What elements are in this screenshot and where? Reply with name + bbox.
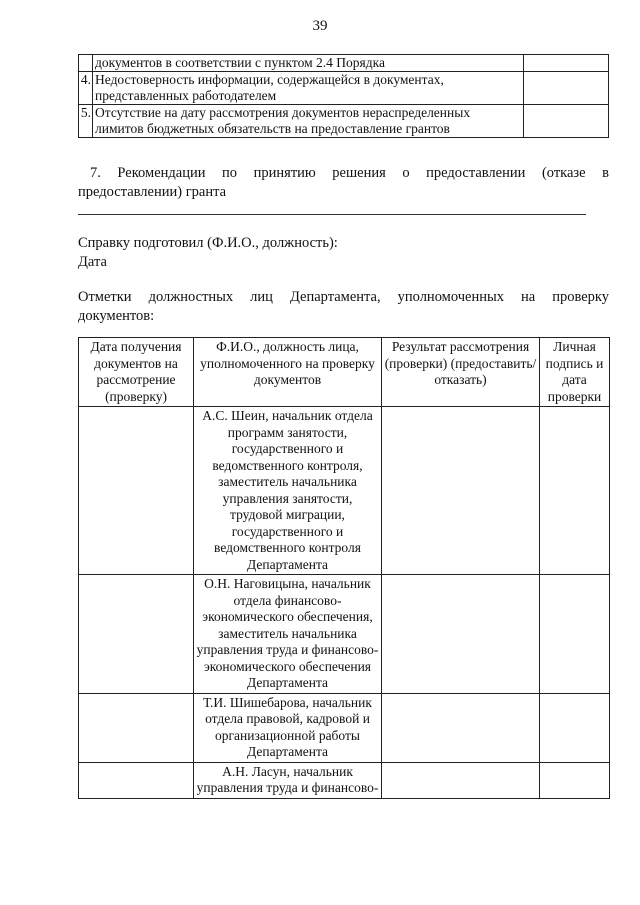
criterion-text: документов в соответствии с пунктом 2.4 Порядка — [93, 55, 524, 72]
officials-marks-heading — [78, 288, 609, 326]
signature-line — [78, 214, 586, 215]
result-cell — [382, 693, 540, 762]
date-cell — [79, 762, 194, 798]
column-header-result: Результат рассмотрения (проверки) (предоставить/отказать) — [382, 338, 540, 407]
marks-line-2: документов: — [78, 308, 155, 324]
table-header-row — [79, 338, 610, 407]
criterion-result-cell — [524, 55, 609, 72]
signature-cell — [540, 575, 610, 694]
result-cell — [382, 575, 540, 694]
row-number: 5. — [79, 105, 93, 138]
official-cell: А.Н. Ласун, начальник управления труда и финансово- — [194, 762, 382, 798]
section-7-line-2: предоставлении) гранта — [78, 184, 227, 200]
table-row — [79, 72, 609, 105]
prepared-by-block — [78, 234, 338, 272]
table-row — [79, 407, 610, 575]
date-cell — [79, 693, 194, 762]
row-number: 4. — [79, 72, 93, 105]
date-cell — [79, 575, 194, 694]
table-row — [79, 105, 609, 138]
criteria-table — [78, 54, 609, 138]
signature-cell — [540, 407, 610, 575]
table-row — [79, 575, 610, 694]
column-header-date: Дата получения документов на рассмотрение (проверку) — [79, 338, 194, 407]
official-cell: Т.И. Шишебарова, начальник отдела правовой, кадровой и организационной работы Департамента — [194, 693, 382, 762]
criterion-result-cell — [524, 105, 609, 138]
table-row — [79, 762, 610, 798]
criterion-text: Недостоверность информации, содержащейся в документах, представленных работодателем — [93, 72, 524, 105]
marks-line-1: Отметки должностных лиц Департамента, уполномоченных на проверку — [78, 289, 609, 305]
section-7-line-1: 7. Рекомендации по принятию решения о предоставлении (отказе в — [90, 165, 609, 181]
officials-table — [78, 337, 610, 799]
table-row — [79, 693, 610, 762]
signature-cell — [540, 762, 610, 798]
column-header-signature: Личная подпись и дата проверки — [540, 338, 610, 407]
table-row — [79, 55, 609, 72]
criterion-result-cell — [524, 72, 609, 105]
signature-cell — [540, 693, 610, 762]
column-header-name: Ф.И.О., должность лица, уполномоченного на проверку документов — [194, 338, 382, 407]
result-cell — [382, 762, 540, 798]
official-cell: О.Н. Наговицына, начальник отдела финансово-экономического обеспечения, заместитель начальника управления труда и финансово-экономического обеспечения Департамента — [194, 575, 382, 694]
date-cell — [79, 407, 194, 575]
row-number — [79, 55, 93, 72]
section-7-recommendations — [78, 164, 609, 202]
criterion-text: Отсутствие на дату рассмотрения документов нераспределенных лимитов бюджетных обязательств на предоставление грантов — [93, 105, 524, 138]
prepared-by-label: Справку подготовил (Ф.И.О., должность): — [78, 235, 338, 251]
result-cell — [382, 407, 540, 575]
page-number: 39 — [312, 18, 328, 34]
date-label: Дата — [78, 254, 107, 270]
official-cell: А.С. Шеин, начальник отдела программ занятости, государственного и ведомственного контроля, заместитель начальника управления занятости, трудовой миграции, государственного и ведомственного контроля Департамента — [194, 407, 382, 575]
